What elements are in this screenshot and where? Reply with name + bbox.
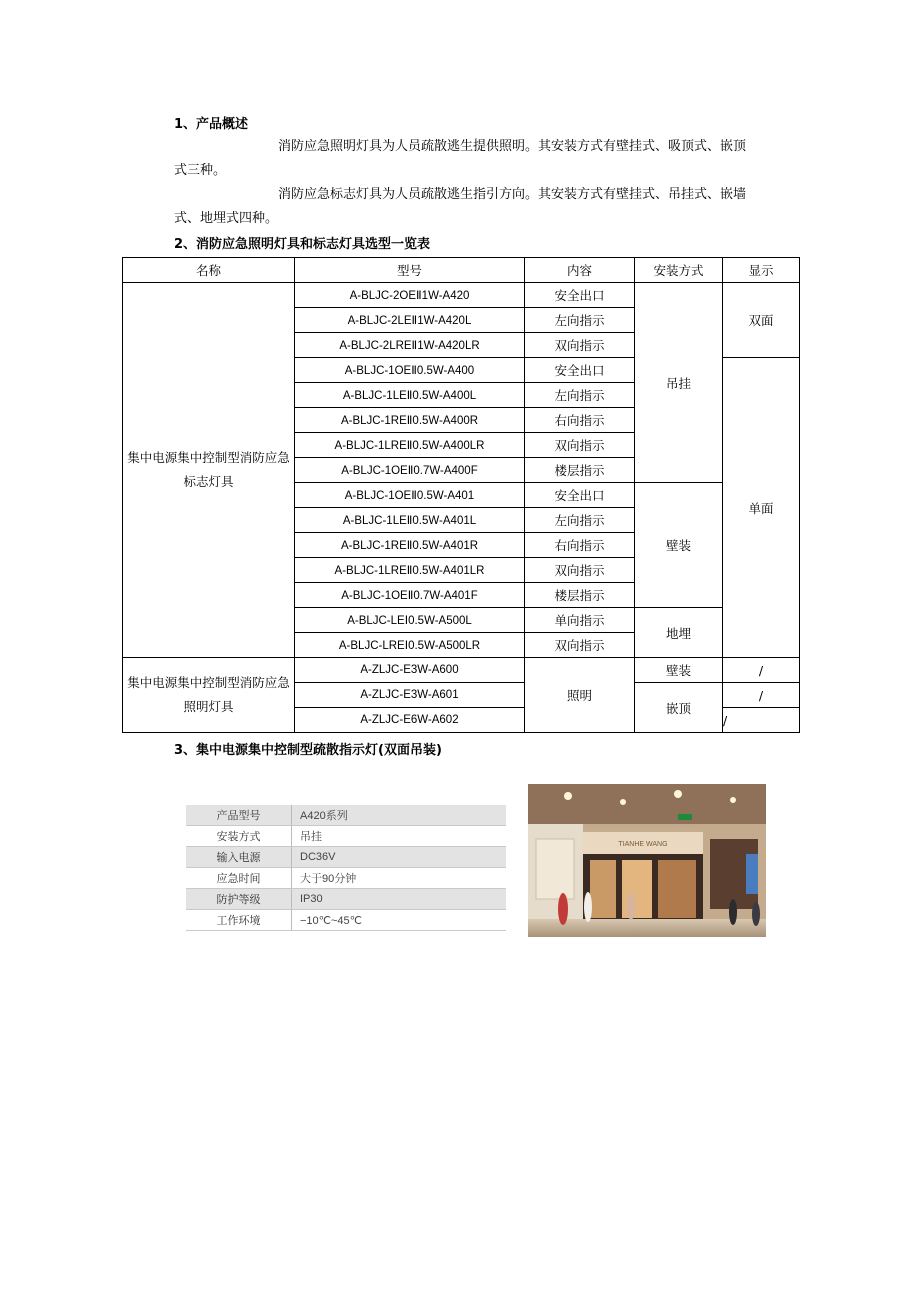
model-cell: A-BLJC-1LREⅡ0.5W-A400LR [295, 433, 525, 458]
spec-value: 大于90分钟 [292, 868, 507, 889]
model-cell: A-BLJC-1LEⅡ0.5W-A400L [295, 383, 525, 408]
spec-label: 应急时间 [186, 868, 292, 889]
content-cell: 左向指示 [525, 383, 635, 408]
spec-row [186, 847, 506, 868]
model-cell: A-BLJC-2LREⅡ1W-A420LR [295, 333, 525, 358]
spec-value: −10℃~45℃ [292, 910, 507, 931]
model-cell: A-BLJC-1LREⅡ0.5W-A401LR [295, 558, 525, 583]
spec-label: 安装方式 [186, 826, 292, 847]
model-cell: A-BLJC-1OEⅡ0.5W-A400 [295, 358, 525, 383]
spec-value: 吊挂 [292, 826, 507, 847]
overview-lighting-line2: 式三种。 [174, 163, 227, 178]
spec-row [186, 889, 506, 910]
model-cell: A-BLJC-1LEⅡ0.5W-A401L [295, 508, 525, 533]
content-cell: 楼层指示 [525, 458, 635, 483]
model-cell: A-ZLJC-E6W-A602 [295, 708, 525, 733]
model-cell: A-ZLJC-E3W-A600 [295, 658, 525, 683]
spec-table [186, 805, 506, 931]
content-cell: 右向指示 [525, 533, 635, 558]
spec-row [186, 868, 506, 889]
table-row [123, 658, 800, 683]
spec-value: DC36V [292, 847, 507, 868]
storefront-sign: TIANHE WANG [618, 841, 668, 848]
header-install: 安装方式 [635, 258, 723, 283]
display-slash: / [723, 683, 800, 708]
model-cell: A-BLJC-1REⅡ0.5W-A400R [295, 408, 525, 433]
display-single: 单面 [723, 358, 800, 658]
model-cell: A-BLJC-1REⅡ0.5W-A401R [295, 533, 525, 558]
mall-installation-photo [528, 784, 766, 937]
content-cell: 安全出口 [525, 483, 635, 508]
display-slash: / [723, 708, 800, 733]
header-name: 名称 [123, 258, 295, 283]
spec-row [186, 805, 506, 826]
content-cell: 楼层指示 [525, 583, 635, 608]
install-wall: 壁装 [635, 483, 723, 608]
install-ground: 地埋 [635, 608, 723, 658]
install-embed: 嵌顶 [635, 683, 723, 733]
model-cell: A-BLJC-LEⅠ0.5W-A500L [295, 608, 525, 633]
spec-label: 产品型号 [186, 805, 292, 826]
lighting-content: 照明 [525, 658, 635, 733]
content-cell: 右向指示 [525, 408, 635, 433]
content-cell: 安全出口 [525, 283, 635, 308]
header-display: 显示 [723, 258, 800, 283]
spec-value: A420系列 [292, 805, 507, 826]
install-wall-lighting: 壁装 [635, 658, 723, 683]
content-cell: 安全出口 [525, 358, 635, 383]
model-cell: A-BLJC-2LEⅡ1W-A420L [295, 308, 525, 333]
table-header-row [123, 258, 800, 283]
section-2-heading: 2、消防应急照明灯具和标志灯具选型一览表 [174, 237, 431, 252]
model-cell: A-BLJC-1OEⅡ0.5W-A401 [295, 483, 525, 508]
section-1-heading: 1、产品概述 [174, 117, 249, 132]
spec-value: IP30 [292, 889, 507, 910]
content-cell: 单向指示 [525, 608, 635, 633]
group-lighting-name: 集中电源集中控制型消防应急照明灯具 [123, 658, 295, 733]
content-cell: 双向指示 [525, 433, 635, 458]
content-cell: 左向指示 [525, 508, 635, 533]
header-model: 型号 [295, 258, 525, 283]
install-hang: 吊挂 [635, 283, 723, 483]
model-cell: A-BLJC-2OEⅡ1W-A420 [295, 283, 525, 308]
spec-row [186, 826, 506, 847]
content-cell: 左向指示 [525, 308, 635, 333]
overview-paragraph-lighting [174, 135, 780, 183]
display-slash: / [723, 658, 800, 683]
group-sign-name: 集中电源集中控制型消防应急标志灯具 [123, 283, 295, 658]
table-row [123, 283, 800, 308]
spec-row [186, 910, 506, 931]
model-cell: A-ZLJC-E3W-A601 [295, 683, 525, 708]
overview-lighting-line1: 消防应急照明灯具为人员疏散逃生提供照明。其安装方式有壁挂式、吸顶式、嵌顶 [278, 139, 747, 154]
overview-sign-line1: 消防应急标志灯具为人员疏散逃生指引方向。其安装方式有壁挂式、吊挂式、嵌墙 [278, 187, 747, 202]
model-cell: A-BLJC-LREⅠ0.5W-A500LR [295, 633, 525, 658]
overview-sign-line2: 式、地埋式四种。 [174, 211, 279, 226]
section-3-heading: 3、集中电源集中控制型疏散指示灯(双面吊装) [174, 743, 442, 758]
mall-scene-illustration [528, 784, 766, 937]
model-cell: A-BLJC-1OEⅡ0.7W-A401F [295, 583, 525, 608]
content-cell: 双向指示 [525, 333, 635, 358]
content-cell: 双向指示 [525, 633, 635, 658]
content-cell: 双向指示 [525, 558, 635, 583]
model-cell: A-BLJC-1OEⅡ0.7W-A400F [295, 458, 525, 483]
header-content: 内容 [525, 258, 635, 283]
spec-label: 工作环境 [186, 910, 292, 931]
selection-table [122, 257, 800, 733]
spec-label: 输入电源 [186, 847, 292, 868]
overview-paragraph-sign [174, 183, 780, 231]
display-double: 双面 [723, 283, 800, 358]
spec-label: 防护等级 [186, 889, 292, 910]
